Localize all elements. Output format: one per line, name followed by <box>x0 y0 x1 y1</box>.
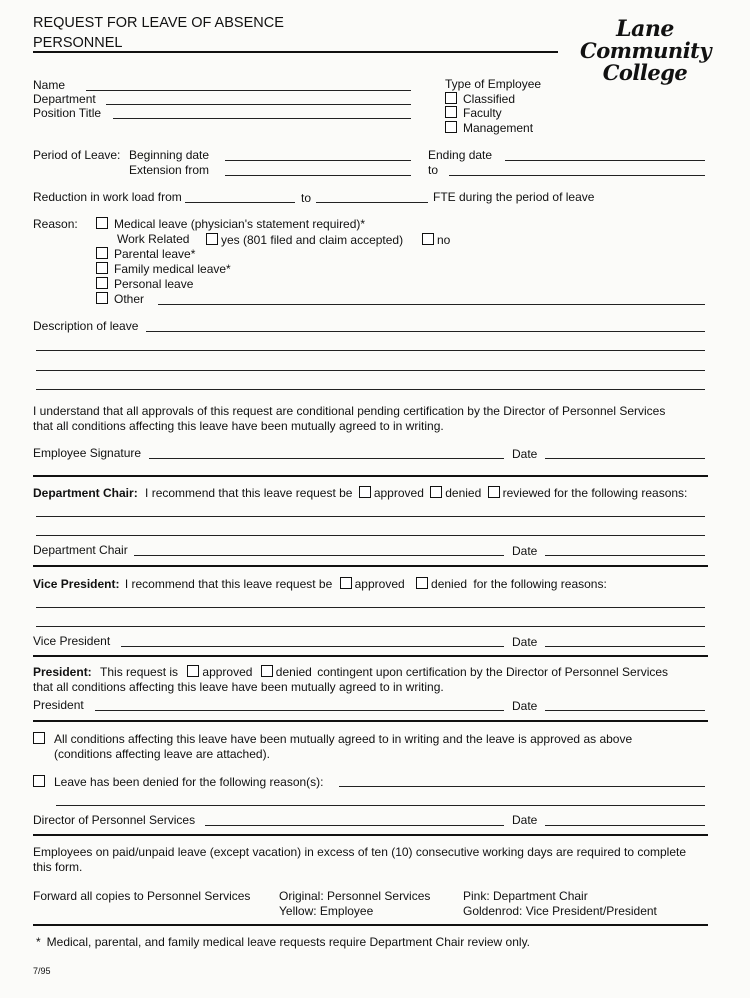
reduction-label: Reduction in work load from <box>33 190 182 204</box>
reduction-to-label: to <box>301 191 312 205</box>
reason-label: Reason: <box>33 217 78 231</box>
extension-from-field[interactable] <box>225 175 411 176</box>
parental-leave-checkbox[interactable] <box>96 247 108 259</box>
other-option[interactable]: Other <box>96 292 144 306</box>
copy-goldenrod: Goldenrod: Vice President/President <box>463 904 657 918</box>
vp-denied-label: denied <box>431 577 468 591</box>
dept-chair-signature-label: Department Chair <box>33 543 128 557</box>
ending-date-field[interactable] <box>505 160 705 161</box>
dept-chair-heading: Department Chair: <box>33 486 138 500</box>
president-signature-field[interactable] <box>95 710 504 711</box>
director-signature-label: Director of Personnel Services <box>33 813 196 827</box>
vp-date-field[interactable] <box>545 646 705 647</box>
section-rule-6 <box>33 924 708 926</box>
name-label: Name <box>33 78 66 92</box>
management-option[interactable]: Management <box>445 121 533 135</box>
work-related-yes-option[interactable]: yes (801 filed and claim accepted) <box>206 233 403 247</box>
section-rule-2 <box>33 565 708 567</box>
reduction-to-field[interactable] <box>316 202 428 203</box>
dept-chair-reviewed-label: reviewed for the following reasons: <box>502 486 688 500</box>
section-rule-5 <box>33 834 708 836</box>
director-denied-text: Leave has been denied for the following reason(s): <box>54 775 324 789</box>
president-date-field[interactable] <box>545 710 705 711</box>
dept-chair-recommend-text: I recommend that this leave request be <box>145 486 353 500</box>
form-code: 7/95 <box>33 966 51 976</box>
president-text-2: contingent upon certification by the Director of Personnel Services <box>317 665 669 679</box>
position-title-label: Position Title <box>33 106 102 120</box>
employee-date-label: Date <box>512 447 538 461</box>
president-date-label: Date <box>512 699 538 713</box>
understanding-text-1: I understand that all approvals of this request are conditional pending certification by the Director of Personnel Services <box>33 404 666 418</box>
department-field[interactable] <box>106 104 411 105</box>
medical-leave-option[interactable]: Medical leave (physician's statement required)* <box>96 217 365 231</box>
dept-chair-approved-checkbox[interactable] <box>359 486 371 498</box>
president-denied-label: denied <box>275 665 312 679</box>
understanding-text-2: that all conditions affecting this leave have been mutually agreed to in writing. <box>33 419 444 433</box>
dept-chair-denied-label: denied <box>445 486 482 500</box>
beginning-date-label: Beginning date <box>129 148 210 162</box>
director-date-field[interactable] <box>545 825 705 826</box>
name-field[interactable] <box>86 90 411 91</box>
work-related-no-checkbox[interactable] <box>422 233 434 245</box>
parental-leave-option[interactable]: Parental leave* <box>96 247 195 261</box>
period-of-leave-label: Period of Leave: <box>33 148 121 162</box>
director-signature-field[interactable] <box>205 825 504 826</box>
vp-signature-field[interactable] <box>121 646 504 647</box>
president-text-1: This request is <box>100 665 179 679</box>
vp-approved-checkbox[interactable] <box>340 577 352 589</box>
president-signature-label: President <box>33 698 84 712</box>
position-title-field[interactable] <box>113 118 411 119</box>
family-medical-leave-option[interactable]: Family medical leave* <box>96 262 231 276</box>
vp-approved-label: approved <box>354 577 405 591</box>
other-checkbox[interactable] <box>96 292 108 304</box>
description-field-1[interactable] <box>146 331 705 332</box>
work-related-no-option[interactable]: no <box>422 233 450 247</box>
copy-yellow: Yellow: Employee <box>279 904 374 918</box>
description-field-3[interactable] <box>36 370 705 371</box>
section-rule-4 <box>33 720 708 722</box>
dept-chair-section <box>33 486 687 500</box>
dept-chair-approved-label: approved <box>373 486 424 500</box>
section-rule-3 <box>33 655 708 657</box>
family-medical-leave-checkbox[interactable] <box>96 262 108 274</box>
form-title: REQUEST FOR LEAVE OF ABSENCE <box>33 15 284 31</box>
section-rule-1 <box>33 475 708 477</box>
description-label: Description of leave <box>33 319 139 333</box>
director-approved-text: All conditions affecting this leave have been mutually agreed to in writing and the leave is approved as above <box>54 732 633 746</box>
vp-heading: Vice President: <box>33 577 120 591</box>
dept-chair-reason-field-2[interactable] <box>36 535 705 536</box>
fte-label: FTE during the period of leave <box>433 190 595 204</box>
copy-original: Original: Personnel Services <box>279 889 431 903</box>
director-denied-reason-field-1[interactable] <box>339 786 705 787</box>
classified-checkbox[interactable] <box>445 92 457 104</box>
director-denied-checkbox[interactable] <box>33 775 45 787</box>
dept-chair-signature-field[interactable] <box>134 555 504 556</box>
copy-pink: Pink: Department Chair <box>463 889 588 903</box>
president-section <box>33 665 668 679</box>
president-heading: President: <box>33 665 92 679</box>
work-related-label: Work Related <box>117 232 190 246</box>
president-approved-checkbox[interactable] <box>187 665 199 677</box>
extension-from-label: Extension from <box>129 163 210 177</box>
dept-chair-reason-field-1[interactable] <box>36 516 705 517</box>
vp-reason-field-1[interactable] <box>36 607 705 608</box>
employee-type-label: Type of Employee <box>445 77 542 91</box>
vp-denied-checkbox[interactable] <box>416 577 428 589</box>
footnote <box>36 935 530 949</box>
employee-date-field[interactable] <box>545 458 705 459</box>
ending-date-label: Ending date <box>428 148 493 162</box>
vp-recommend-text: I recommend that this leave request be <box>124 577 333 591</box>
dept-chair-date-field[interactable] <box>545 555 705 556</box>
extension-to-label: to <box>428 163 439 177</box>
president-approved-label: approved <box>202 665 253 679</box>
reduction-from-field[interactable] <box>185 202 295 203</box>
extension-to-field[interactable] <box>449 175 705 176</box>
header-rule <box>33 51 558 53</box>
director-approved-checkbox[interactable] <box>33 732 45 744</box>
director-approved-option[interactable] <box>33 732 632 746</box>
description-field-2[interactable] <box>36 350 705 351</box>
classified-option[interactable]: Classified <box>445 92 515 106</box>
notice-text-2: this form. <box>33 860 83 874</box>
vp-signature-label: Vice President <box>33 634 111 648</box>
director-approved-text-2: (conditions affecting leave are attached). <box>54 747 270 761</box>
employee-signature-label: Employee Signature <box>33 446 142 460</box>
other-reason-field[interactable] <box>158 304 705 305</box>
vp-reason-field-2[interactable] <box>36 626 705 627</box>
dept-chair-denied-checkbox[interactable] <box>430 486 442 498</box>
beginning-date-field[interactable] <box>225 160 411 161</box>
faculty-option[interactable]: Faculty <box>445 106 502 120</box>
president-denied-checkbox[interactable] <box>261 665 273 677</box>
forward-label: Forward all copies to Personnel Services <box>33 889 251 903</box>
dept-chair-reviewed-checkbox[interactable] <box>488 486 500 498</box>
notice-text-1: Employees on paid/unpaid leave (except vacation) in excess of ten (10) consecutive working days are required to complete <box>33 845 687 859</box>
director-denied-reason-field-2[interactable] <box>56 805 705 806</box>
personal-leave-checkbox[interactable] <box>96 277 108 289</box>
description-field-4[interactable] <box>36 389 705 390</box>
footnote-mark: * <box>36 935 41 949</box>
vp-reasons-label: for the following reasons: <box>473 577 607 591</box>
medical-leave-checkbox[interactable] <box>96 217 108 229</box>
work-related-yes-checkbox[interactable] <box>206 233 218 245</box>
dept-chair-date-label: Date <box>512 544 538 558</box>
employee-signature-field[interactable] <box>149 458 504 459</box>
faculty-checkbox[interactable] <box>445 106 457 118</box>
director-denied-option[interactable] <box>33 775 324 789</box>
management-checkbox[interactable] <box>445 121 457 133</box>
president-text-3: that all conditions affecting this leave have been mutually agreed to in writing. <box>33 680 444 694</box>
footnote-text: Medical, parental, and family medical leave requests require Department Chair review only. <box>46 935 531 949</box>
vp-section <box>33 577 607 591</box>
department-label: Department <box>33 92 96 106</box>
college-logo: Lane Community College <box>580 16 712 85</box>
director-date-label: Date <box>512 813 538 827</box>
personal-leave-option[interactable]: Personal leave <box>96 277 193 291</box>
vp-date-label: Date <box>512 635 538 649</box>
form-subtitle: PERSONNEL <box>33 35 123 51</box>
